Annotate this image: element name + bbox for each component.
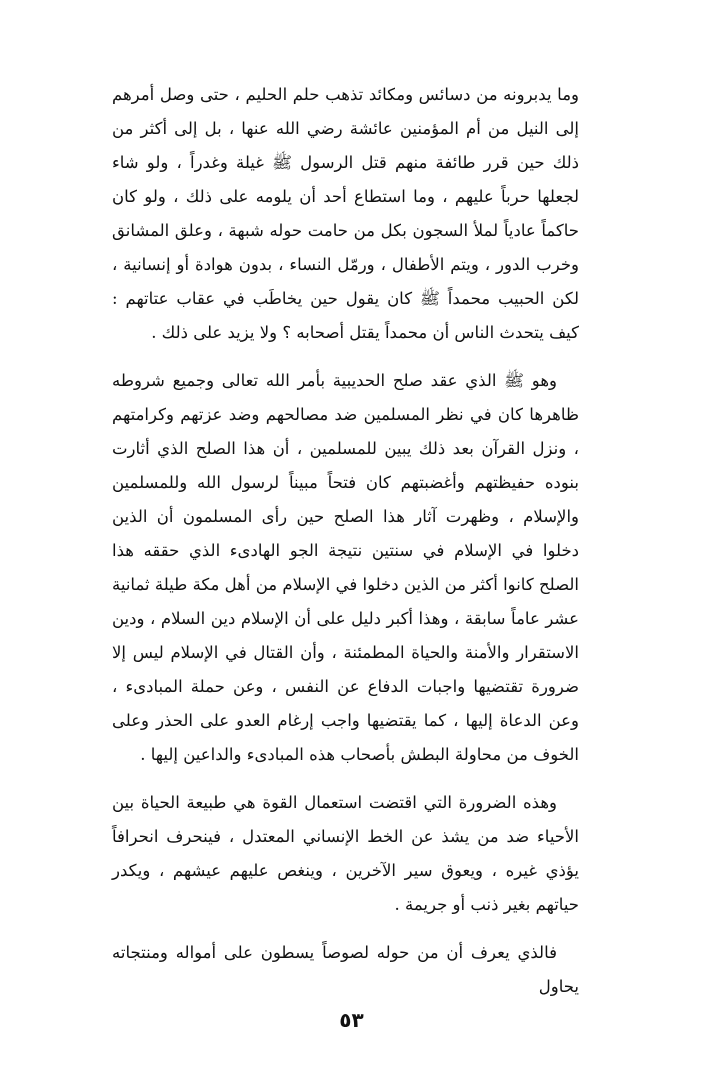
paragraph-1: وما يدبرونه من دسائس ومكائد تذهب حلم الحليم ، حتى وصل أمرهم إلى النيل من أم المؤمنين عائشة رضي الله عنها ، بل إلى أكثر من ذلك حين قرر طائفة منهم قتل الرسول ﷺ غيلة وغدراً ، ولو شاء لجعلها حرباً عليهم ، وما استطاع أحد أن يلومه على ذلك ، ولو كان حاكماً عادياً لملأ السجون بكل من حامت حوله شبهة ، وعلق المشانق وخرب الدور ، ويتم الأطفال ، ورمّل النساء ، بدون هوادة أو إنسانية ، لكن الحبيب محمداً ﷺ كان يقول حين يخاطَب في عقاب عتاتهم : كيف يتحدث الناس أن محمداً يقتل أصحابه ؟ ولا يزيد على ذلك .: [112, 85, 579, 342]
paragraph-2: وهو ﷺ الذي عقد صلح الحديبية بأمر الله تعالى وجميع شروطه ظاهرها كان في نظر المسلمين ضد مصالحهم وضد عزتهم وكرامتهم ، ونزل القرآن بعد ذلك يبين للمسلمين ، أن هذا الصلح الذي أثارت بنوده حفيظتهم وأغضبتهم كان فتحاً مبيناً لرسول الله وللمسلمين والإسلام ، وظهرت آثار هذا الصلح حين رأى المسلمون أن الذين دخلوا في الإسلام في سنتين نتيجة الجو الهادىء الذي حققه هذا الصلح كانوا أكثر من الذين دخلوا في الإسلام من أهل مكة طيلة ثمانية عشر عاماً سابقة ، وهذا أكبر دليل على أن الإسلام دين السلام ، ودين الاستقرار والأمنة والحياة المطمئنة ، وأن القتال في الإسلام ليس إلا ضرورة تقتضيها واجبات الدفاع عن النفس ، وعن حملة المبادىء ، وعن الدعاة إليها ، كما يقتضيها واجب إرغام العدو على الحذر وعلى الخوف من محاولة البطش بأصحاب هذه المبادىء والداعين إليها .: [112, 371, 579, 764]
paragraph-4: فالذي يعرف أن من حوله لصوصاً يسطون على أمواله ومنتجاته يحاول: [112, 943, 579, 996]
book-page-body: [112, 78, 579, 1038]
paragraph-3: وهذه الضرورة التي اقتضت استعمال القوة هي طبيعة الحياة بين الأحياء ضد من يشذ عن الخط الإنساني المعتدل ، فينحرف انحرافاً يؤذي غيره ، ويعوق سير الآخرين ، وينغص عليهم عيشهم ، ويكدر حياتهم بغير ذنب أو جريمة .: [112, 793, 579, 914]
page-number: ٥٣: [339, 1008, 364, 1032]
